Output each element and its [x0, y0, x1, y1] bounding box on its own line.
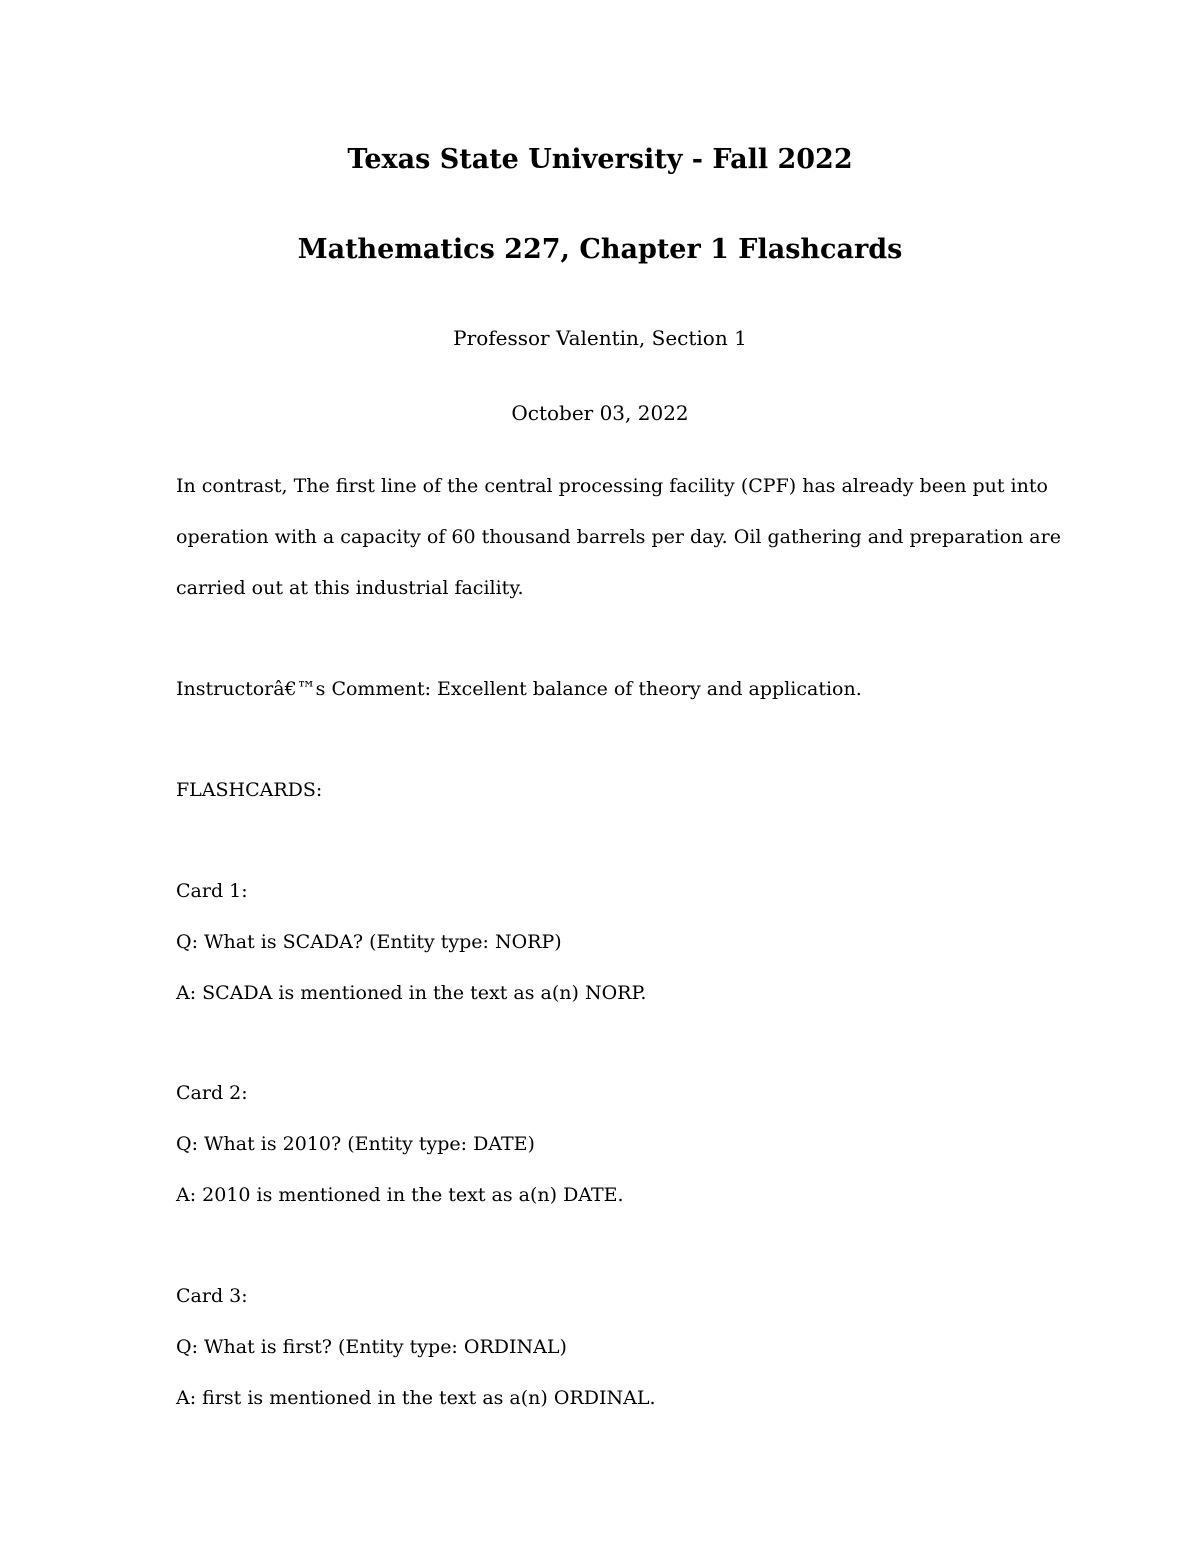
document-date: October 03, 2022	[511, 401, 689, 425]
card-label: Card 3:	[176, 1285, 248, 1307]
card-label: Card 2:	[176, 1082, 248, 1104]
card-answer: A: first is mentioned in the text as a(n) ORDINAL.	[176, 1387, 656, 1409]
intro-line: operation with a capacity of 60 thousand barrels per day. Oil gathering and preparation are	[176, 526, 1061, 548]
flashcards-label: FLASHCARDS:	[176, 779, 323, 801]
instructor-comment: Instructorâ€™s Comment: Excellent balance of theory and application.	[176, 678, 862, 700]
instructor-line: Professor Valentin, Section 1	[453, 326, 747, 350]
card-answer: A: 2010 is mentioned in the text as a(n) DATE.	[176, 1184, 624, 1206]
university-title: Texas State University - Fall 2022	[347, 144, 853, 175]
card-answer: A: SCADA is mentioned in the text as a(n) NORP.	[176, 982, 647, 1004]
intro-line: carried out at this industrial facility.	[176, 577, 524, 599]
card-question: Q: What is SCADA? (Entity type: NORP)	[176, 931, 562, 953]
card-question: Q: What is first? (Entity type: ORDINAL)	[176, 1336, 567, 1358]
card-question: Q: What is 2010? (Entity type: DATE)	[176, 1133, 535, 1155]
course-title: Mathematics 227, Chapter 1 Flashcards	[297, 234, 903, 265]
card-label: Card 1:	[176, 880, 248, 902]
intro-line: In contrast, The first line of the central processing facility (CPF) has already been put into	[176, 475, 1048, 497]
